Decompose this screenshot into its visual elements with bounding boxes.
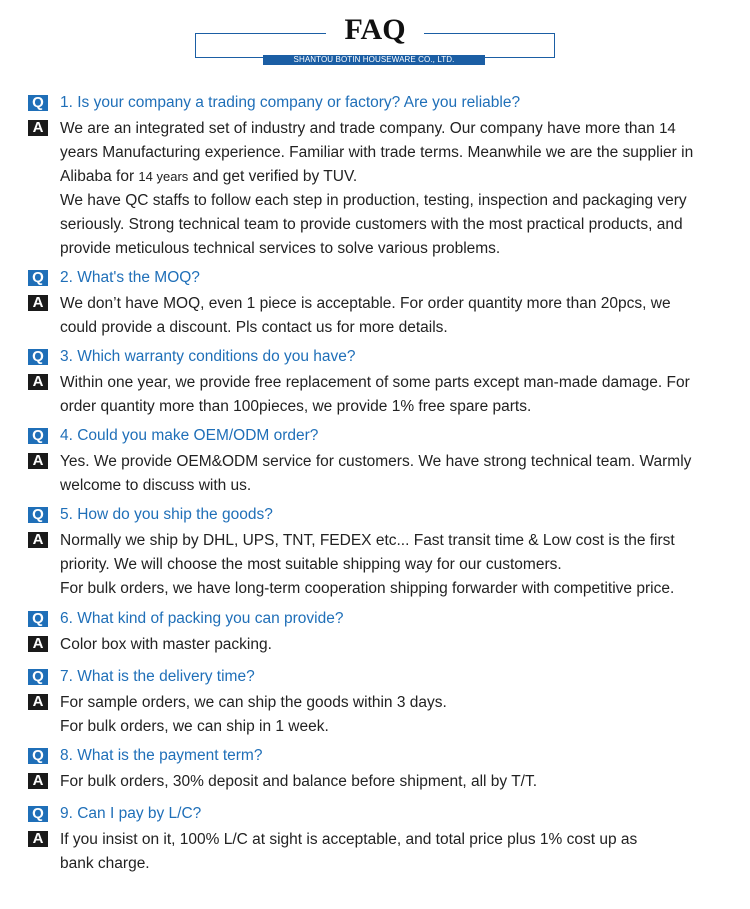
question-badge-icon: Q — [28, 95, 48, 111]
question-badge-icon: Q — [28, 349, 48, 365]
question-row — [28, 803, 728, 825]
answer-badge-icon: A — [28, 453, 48, 469]
answer-line: Yes. We provide OEM&ODM service for customers. We have strong technical team. Warmly — [60, 453, 692, 470]
faq-item — [28, 425, 728, 498]
answer-row — [28, 371, 728, 419]
answer-row — [28, 633, 728, 657]
question-badge-icon: Q — [28, 669, 48, 685]
answer-text — [60, 691, 728, 739]
answer-badge-icon: A — [28, 295, 48, 311]
answer-line: order quantity more than 100pieces, we provide 1% free spare parts. — [60, 398, 532, 415]
answer-line: We have QC staffs to follow each step in production, testing, inspection and packaging very — [60, 192, 687, 209]
question-text: 1. Is your company a trading company or factory? Are you reliable? — [60, 94, 521, 111]
answer-badge-icon: A — [28, 694, 48, 710]
question-row — [28, 666, 728, 688]
answer-badge-icon: A — [28, 532, 48, 548]
answer-text — [60, 450, 728, 498]
answer-row — [28, 117, 728, 261]
question-text: 3. Which warranty conditions do you have? — [60, 348, 356, 365]
answer-row — [28, 529, 728, 601]
answer-line: Normally we ship by DHL, UPS, TNT, FEDEX etc... Fast transit time & Low cost is the first — [60, 532, 675, 549]
question-text: 2. What's the MOQ? — [60, 269, 200, 286]
question-badge-icon: Q — [28, 507, 48, 523]
faq-item — [28, 666, 728, 739]
answer-text — [60, 371, 728, 419]
question-row — [28, 504, 728, 526]
answer-text — [60, 529, 728, 601]
faq-item — [28, 267, 728, 340]
answer-line: We are an integrated set of industry and trade company. Our company have more than 14 — [60, 120, 676, 137]
faq-item — [28, 608, 728, 657]
answer-text — [60, 770, 728, 794]
question-row — [28, 92, 728, 114]
question-text: 9. Can I pay by L/C? — [60, 805, 202, 822]
answer-badge-icon: A — [28, 773, 48, 789]
question-row — [28, 425, 728, 447]
answer-line: Alibaba for 14 years and get verified by TUV. — [60, 168, 358, 185]
faq-item — [28, 504, 728, 601]
answer-line: We don’t have MOQ, even 1 piece is acceptable. For order quantity more than 20pcs, we — [60, 295, 671, 312]
answer-line: welcome to discuss with us. — [60, 477, 252, 494]
question-text: 6. What kind of packing you can provide? — [60, 610, 344, 627]
highlight-number: 14 years — [138, 169, 189, 184]
answer-line: For bulk orders, we have long-term cooperation shipping forwarder with competitive price. — [60, 580, 675, 597]
answer-line: could provide a discount. Pls contact us for more details. — [60, 319, 448, 336]
answer-line: Within one year, we provide free replacement of some parts except man-made damage. For — [60, 374, 690, 391]
answer-text — [60, 292, 728, 340]
answer-line: For bulk orders, 30% deposit and balance before shipment, all by T/T. — [60, 773, 538, 790]
faq-item — [28, 346, 728, 419]
question-row — [28, 608, 728, 630]
answer-text — [60, 633, 728, 657]
answer-line: For sample orders, we can ship the goods within 3 days. — [60, 694, 447, 711]
answer-badge-icon: A — [28, 374, 48, 390]
question-badge-icon: Q — [28, 806, 48, 822]
answer-row — [28, 450, 728, 498]
question-badge-icon: Q — [28, 748, 48, 764]
answer-row — [28, 828, 728, 876]
page-title: FAQ — [344, 13, 406, 46]
answer-text — [60, 117, 728, 261]
question-badge-icon: Q — [28, 428, 48, 444]
question-badge-icon: Q — [28, 270, 48, 286]
company-name-bar: SHANTOU BOTIN HOUSEWARE CO., LTD. — [263, 55, 485, 65]
answer-line: If you insist on it, 100% L/C at sight is acceptable, and total price plus 1% cost up as — [60, 831, 638, 848]
question-text: 7. What is the delivery time? — [60, 668, 255, 685]
question-row — [28, 745, 728, 767]
answer-row — [28, 691, 728, 739]
answer-line: provide meticulous technical services to solve various problems. — [60, 240, 501, 257]
faq-item — [28, 92, 728, 261]
answer-row — [28, 292, 728, 340]
faq-header — [0, 0, 750, 70]
question-row — [28, 267, 728, 289]
question-text: 4. Could you make OEM/ODM order? — [60, 427, 319, 444]
question-text: 8. What is the payment term? — [60, 747, 263, 764]
faq-item — [28, 803, 728, 876]
answer-line: years Manufacturing experience. Familiar with trade terms. Meanwhile we are the supplier in — [60, 144, 694, 161]
answer-badge-icon: A — [28, 636, 48, 652]
question-text: 5. How do you ship the goods? — [60, 506, 273, 523]
answer-line: bank charge. — [60, 855, 150, 872]
highlight-number: 14 — [659, 120, 676, 137]
question-badge-icon: Q — [28, 611, 48, 627]
answer-line: For bulk orders, we can ship in 1 week. — [60, 718, 329, 735]
answer-badge-icon: A — [28, 120, 48, 136]
answer-line: seriously. Strong technical team to provide customers with the most practical products, and — [60, 216, 683, 233]
answer-line: priority. We will choose the most suitable shipping way for our customers. — [60, 556, 562, 573]
answer-text — [60, 828, 728, 876]
answer-row — [28, 770, 728, 794]
faq-item — [28, 745, 728, 794]
question-row — [28, 346, 728, 368]
answer-line: Color box with master packing. — [60, 636, 272, 653]
answer-badge-icon: A — [28, 831, 48, 847]
